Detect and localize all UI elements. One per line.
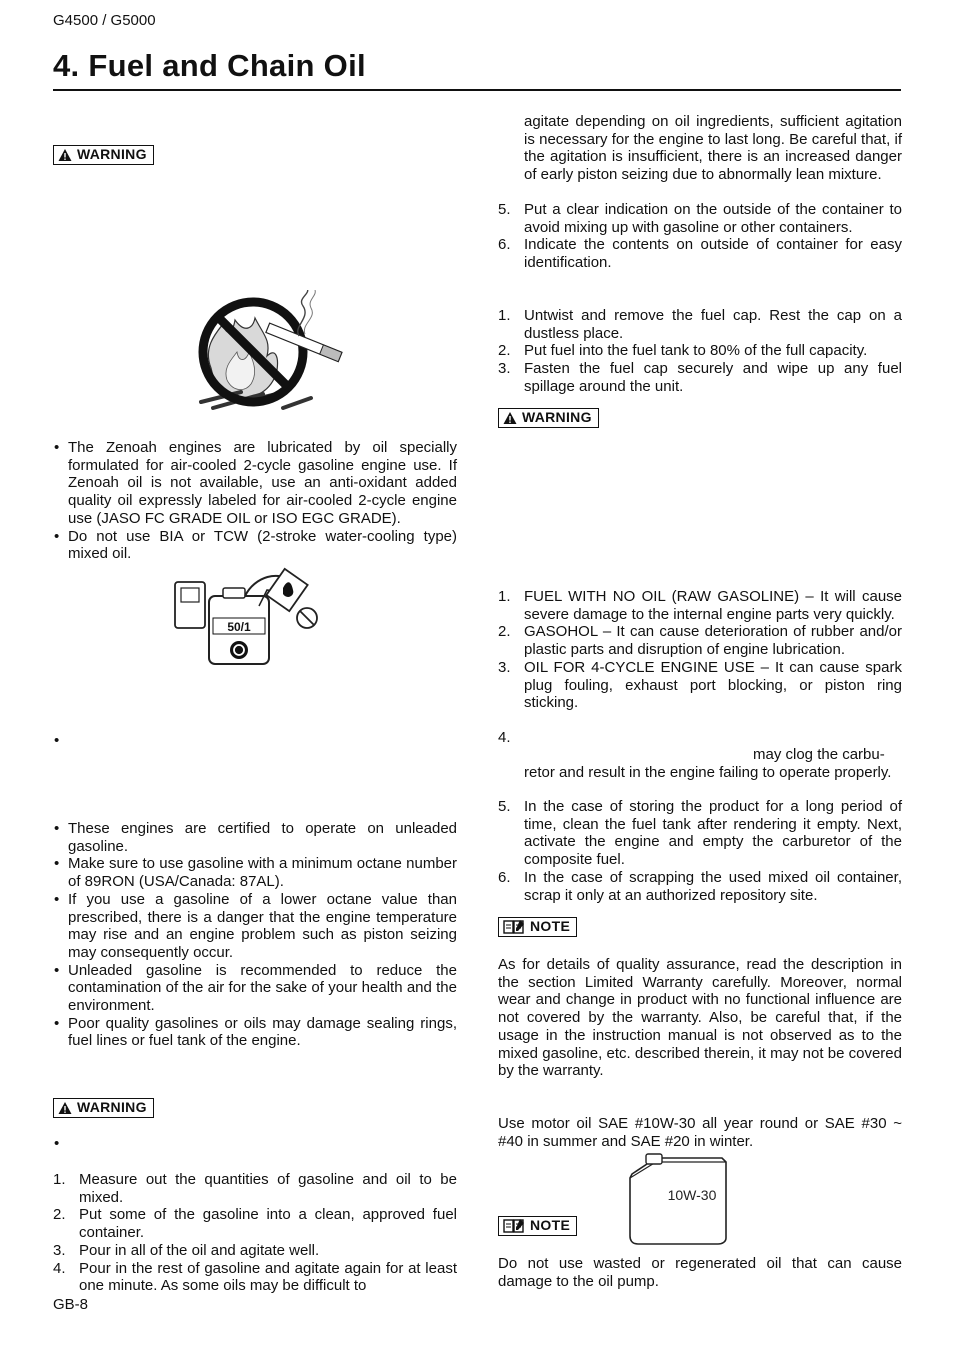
list-item: 1. Measure out the quantities of gasoline and oil to be mixed.: [53, 1171, 457, 1206]
title-rule: [53, 89, 901, 91]
list-item: • Poor quality gasolines or oils may damage sealing rings, fuel lines or fuel tank of the engine.: [53, 1015, 457, 1050]
chain-oil-text: Use motor oil SAE #10W-30 all year round or SAE #30 ~ #40 in summer and SAE #20 in winter.: [498, 1115, 902, 1150]
list-item: 3. OIL FOR 4-CYCLE ENGINE USE – It can cause spark plug fouling, exhaust port blocking, or piston ring sticking.: [498, 658, 902, 712]
note-badge: [498, 1216, 577, 1236]
warning-badge: [53, 1098, 154, 1118]
bullet-marker: •: [54, 1135, 60, 1152]
mixing-step-4-continued: agitate depending on oil ingredients, sufficient agitation is necessary for the engine to last long. Be careful that, if the agitation is insufficient, there is an increased danger of early piston seizing due to abnormally lean mixture.: [524, 113, 902, 184]
list-item: • If you use a gasoline of a lower octane value than prescribed, there is a danger that the engine temperature may rise and an engine problem such as piston seizing may consequently occur.: [53, 891, 457, 962]
warning-badge: [498, 408, 599, 428]
warning-label: WARNING: [522, 409, 592, 426]
list-item: 6. In the case of scrapping the used mixed oil container, scrap it only at an authorized repository site.: [498, 868, 902, 904]
oil-can-icon: [626, 1152, 730, 1248]
gasoline-bullet-list: [53, 820, 457, 1050]
notebook-icon: [503, 919, 525, 935]
list-item: 1. Untwist and remove the fuel cap. Rest the cap on a dustless place.: [498, 307, 902, 342]
page-title: 4. Fuel and Chain Oil: [53, 48, 366, 83]
page-number: GB-8: [53, 1296, 89, 1313]
warning-triangle-icon: [58, 148, 72, 162]
note-label: NOTE: [530, 1217, 571, 1234]
oil-pump-note: Do not use wasted or regenerated oil that can cause damage to the oil pump.: [498, 1255, 902, 1290]
fueling-steps-list: [498, 307, 902, 396]
list-item: 2. GASOHOL – It can cause deterioration of rubber and/or plastic parts and disruption of engine lubrication.: [498, 623, 902, 659]
warning-triangle-icon: [503, 411, 517, 425]
list-item: • These engines are certified to operate on unleaded gasoline.: [53, 820, 457, 855]
warning-label: WARNING: [77, 1099, 147, 1116]
list-item: 1. FUEL WITH NO OIL (RAW GASOLINE) – It will cause severe damage to the internal engine parts very quickly.: [498, 588, 902, 623]
list-item: 4. Pour in the rest of gasoline and agitate again for at least one minute. As some oils may be difficult to: [53, 1259, 457, 1295]
list-item: • Unleaded gasoline is recommended to reduce the contamination of the air for the sake of your health and the environment.: [53, 962, 457, 1015]
warning-label: WARNING: [77, 146, 147, 163]
model-number: G4500 / G5000: [53, 12, 156, 29]
mixing-steps-continued-list: [498, 201, 902, 272]
list-item-continued: retor and result in the engine failing to operate properly.: [524, 764, 892, 781]
list-item: 2. Put fuel into the fuel tank to 80% of the full capacity.: [498, 342, 868, 360]
warning-badge: [53, 145, 154, 165]
fuel-avoid-list-continued: [498, 798, 902, 904]
list-item-fragment: may clog the carbu-: [753, 746, 885, 763]
list-item: 5. In the case of storing the product for a long period of time, clean the fuel tank after rendering it empty. Next, activate the engine and empty the carburetor of the composite fuel.: [498, 798, 902, 869]
list-item: 2. Put some of the gasoline into a clean, approved fuel container.: [53, 1206, 457, 1242]
list-item: • The Zenoah engines are lubricated by oil specially formulated for air-cooled 2-cycle gasoline engine use. If Zenoah oil is not available, use an anti-oxidant added quality oil expressly labeled for air-cooled 2-cycle engine use (JASO FC GRADE OIL or ISO EGC GRADE).: [53, 439, 457, 528]
list-number: 4.: [498, 729, 511, 746]
list-item: 3. Pour in all of the oil and agitate well.: [53, 1241, 320, 1259]
no-smoking-icon: [193, 290, 343, 416]
notebook-icon: [503, 1218, 525, 1234]
list-item: 6. Indicate the contents on outside of container for easy identification.: [498, 236, 902, 272]
warning-triangle-icon: [58, 1101, 72, 1115]
note-label: NOTE: [530, 918, 571, 935]
mixing-steps-list: [53, 1171, 457, 1295]
bullet-marker: •: [54, 732, 60, 749]
list-item: • Do not use BIA or TCW (2-stroke water-cooling type) mixed oil.: [53, 528, 457, 563]
list-item: 5. Put a clear indication on the outside of the container to avoid mixing up with gasoline or other containers.: [498, 201, 902, 236]
fuel-avoid-list: [498, 588, 902, 712]
list-item: 3. Fasten the fuel cap securely and wipe up any fuel spillage around the unit.: [498, 360, 902, 395]
fuel-can-icon: [171, 566, 331, 668]
oil-bullet-list: [53, 439, 457, 563]
oil-grade-label: 10W-30: [667, 1187, 717, 1203]
can-ratio-label: 50/1: [227, 620, 251, 634]
note-badge: [498, 917, 577, 937]
warranty-note: As for details of quality assurance, read the description in the section Limited Warranty carefully. Moreover, normal wear and change in product with no functional influence are not covered by the warranty. Also, be careful that, if the usage in the instruction manual is not observed as to the mixed gasoline, etc. described therein, it may not be covered by the warranty.: [498, 956, 902, 1080]
list-item: • Make sure to use gasoline with a minimum octane number of 89RON (USA/Canada: 87AL).: [53, 855, 457, 890]
